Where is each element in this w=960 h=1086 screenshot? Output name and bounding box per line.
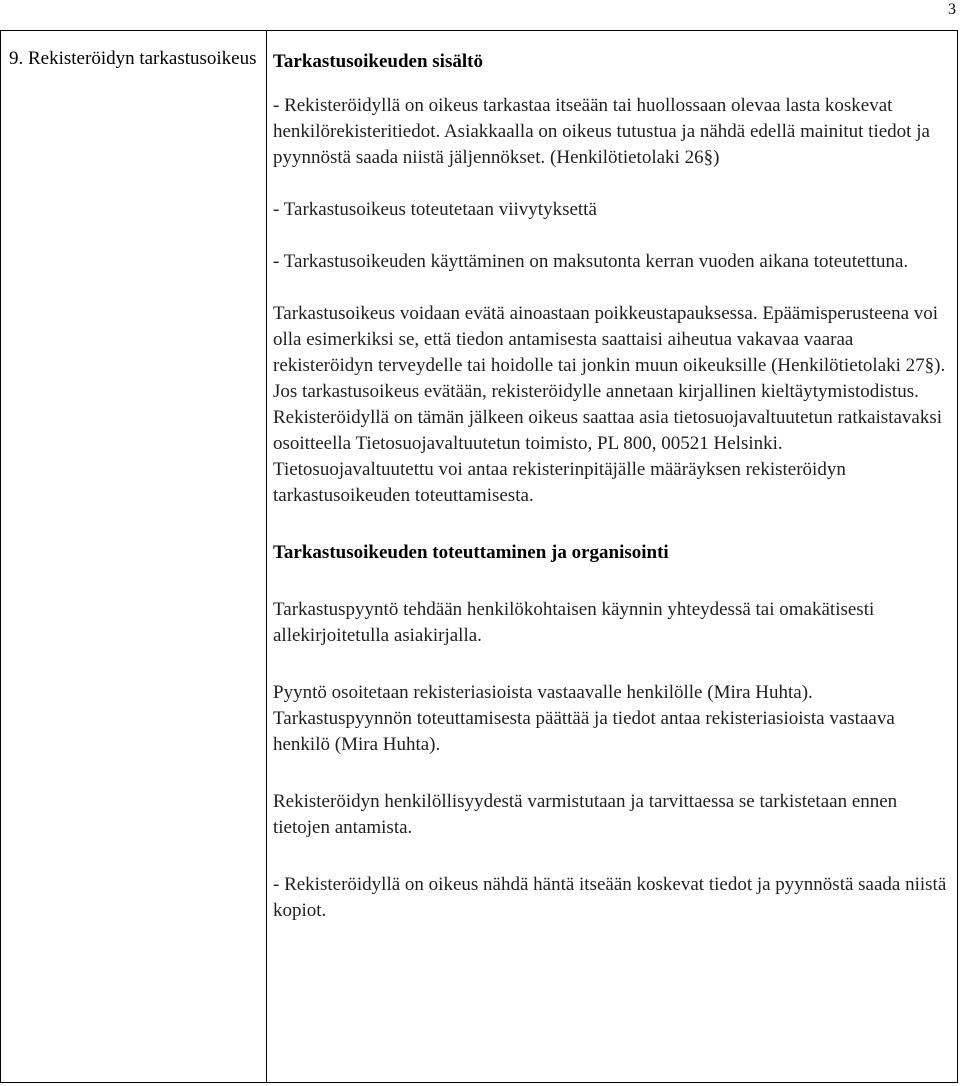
heading-contents: Tarkastusoikeuden sisältö: [273, 51, 483, 72]
paragraph-copies: - Rekisteröidyllä on oikeus nähdä häntä itseään koskevat tiedot ja pyynnöstä saada niistä kopiot.: [273, 874, 947, 921]
paragraph-ombudsman-order: Tietosuojavaltuutettu voi antaa rekisterinpitäjälle määräyksen rekisteröidyn tarkastusoikeuden toteuttamisesta.: [273, 459, 846, 506]
paragraph-without-delay: - Tarkastusoikeus toteutetaan viivytyksettä: [273, 199, 597, 220]
paragraph-free-of-charge: - Tarkastusoikeuden käyttäminen on maksutonta kerran vuoden aikana toteutettuna.: [273, 251, 909, 272]
paragraph-request-decision: Tarkastuspyynnön toteuttamisesta päättää ja tiedot antaa rekisteriasioista vastaava henkilö (Mira Huhta).: [273, 708, 895, 755]
section-title: 9. Rekisteröidyn tarkastusoikeus: [9, 48, 257, 69]
document-table: [0, 30, 958, 1083]
paragraph-right-to-inspect: - Rekisteröidyllä on oikeus tarkastaa itseään tai huollossaan olevaa lasta koskevat henkilörekisteritiedot. Asiakkaalla on oikeus tutustua ja nähdä edellä mainitut tiedot ja pyynnöstä saada niistä jäljennökset. (Henkilötietolaki 26§): [273, 95, 930, 168]
section-title-cell: [1, 31, 267, 1082]
page-number: 3: [948, 1, 956, 18]
paragraph-request-addressee: Pyyntö osoitetaan rekisteriasioista vastaavalle henkilölle (Mira Huhta).: [273, 682, 813, 703]
paragraph-data-ombudsman-referral: Rekisteröidyllä on tämän jälkeen oikeus saattaa asia tietosuojavaltuutetun ratkaistavaksi osoitteella Tietosuojavaltuutetun toimisto, PL 800, 00521 Helsinki.: [273, 407, 943, 454]
paragraph-refusal-certificate: Jos tarkastusoikeus evätään, rekisteröidylle annetaan kirjallinen kieltäytymistodistus.: [273, 381, 919, 402]
paragraph-refusal-grounds: Tarkastusoikeus voidaan evätä ainoastaan poikkeustapauksessa. Epäämisperusteena voi olla esimerkiksi se, että tiedon antamisesta saattaisi aiheutua vakavaa vaaraa rekisteröidyn terveydelle tai hoidolle tai jonkin muun oikeuksille (Henkilötietolaki 27§).: [273, 303, 946, 376]
paragraph-identity-check: Rekisteröidyn henkilöllisyydestä varmistutaan ja tarvittaessa se tarkistetaan ennen tietojen antamista.: [273, 791, 898, 838]
paragraph-request-method: Tarkastuspyyntö tehdään henkilökohtaisen käynnin yhteydessä tai omakätisesti allekirjoitetulla asiakirjalla.: [273, 599, 875, 646]
section-content-cell: [267, 31, 957, 1082]
heading-implementation: Tarkastusoikeuden toteuttaminen ja organisointi: [273, 542, 669, 563]
